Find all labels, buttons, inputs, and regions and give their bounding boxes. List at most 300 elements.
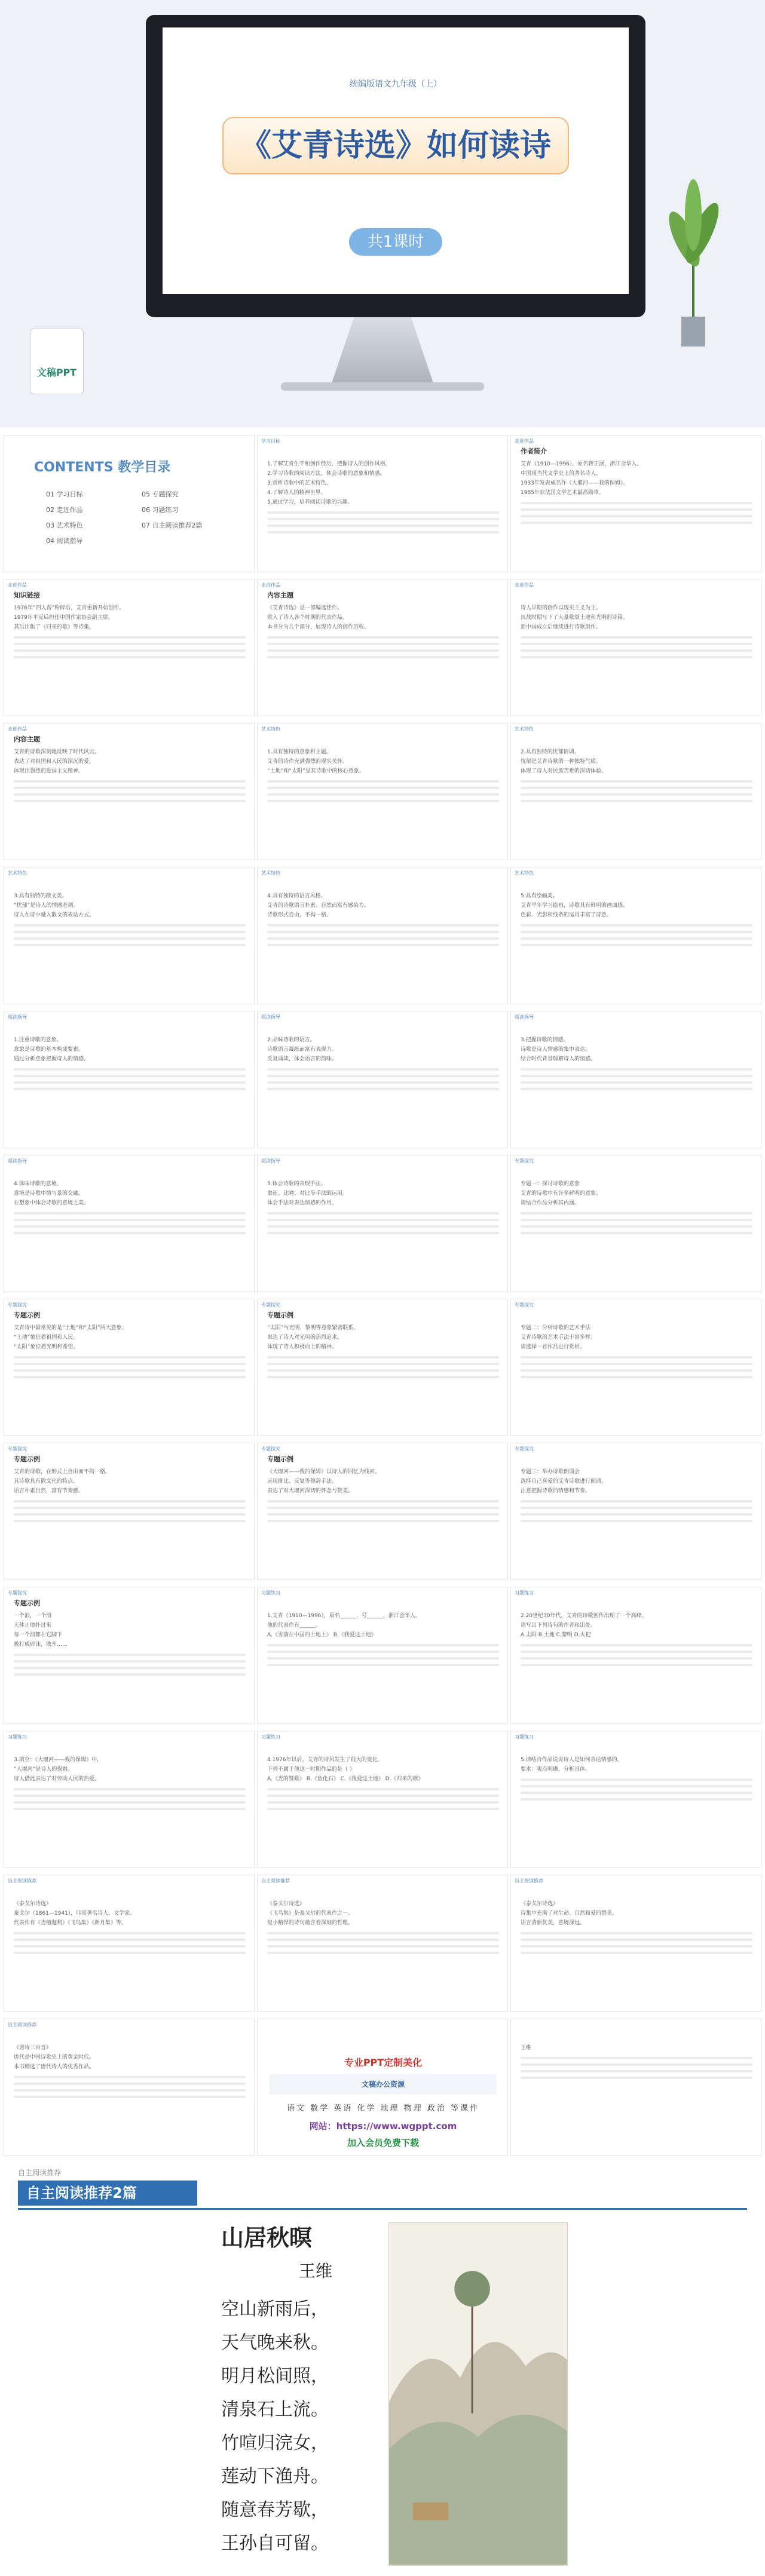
slide-text (267, 1611, 499, 1670)
slide-tag: 走进作品 (8, 726, 27, 732)
slide-text-line: 4.体味诗歌的意境。 (14, 1181, 62, 1187)
slide-tag: 专题探究 (261, 1446, 280, 1452)
slide-text-line: 抗战时期写下了大量歌颂土地和光明的诗篇。 (521, 615, 629, 621)
placeholder-line (267, 1500, 499, 1502)
slide-text-line: 艾青的诗歌，在形式上自由而不拘一格。 (14, 1469, 111, 1475)
placeholder-line (14, 1945, 246, 1948)
slide-text-line: 1979年平反后担任中国作家协会副主席。 (14, 615, 114, 621)
placeholder-line (267, 649, 499, 652)
slide-text-line: 1985年获法国文学艺术最高勋章。 (521, 490, 604, 496)
slide-tag: 自主阅读推荐 (8, 2022, 36, 2028)
slide-text-line: 1976年“四人帮”粉碎后，艾青重新开始创作。 (14, 605, 125, 611)
poem-line: 清泉石上流。 (221, 2399, 329, 2420)
placeholder-line (267, 944, 499, 946)
slide-heading: 内容主题 (267, 591, 293, 599)
slide-text-line: A.《光的赞歌》 B.《鱼化石》 C.《我爱这土地》 D.《归来的歌》 (267, 1776, 424, 1782)
placeholder-line (521, 1075, 752, 1077)
placeholder-line (14, 2096, 246, 2098)
placeholder-line (14, 937, 246, 940)
placeholder-line (521, 1232, 752, 1234)
section-banner: 自主阅读推荐2篇 (18, 2181, 197, 2206)
placeholder-line (267, 511, 499, 514)
promo-website[interactable]: 网站：https://www.wgppt.com (309, 2121, 457, 2132)
placeholder-line (521, 780, 752, 783)
placeholder-line (521, 643, 752, 645)
slide-text (14, 603, 246, 663)
placeholder-line (267, 643, 499, 645)
slide-thumbnail[interactable] (510, 435, 761, 572)
slide-text-line: 诗人借此表达了对劳动人民的热爱。 (14, 1776, 100, 1782)
placeholder-line (521, 1376, 752, 1378)
slide-text (267, 1899, 499, 1958)
slide-text-line: 《艾青诗选》是一部编选佳作。 (267, 605, 343, 611)
slide-heading: 作者简介 (521, 447, 547, 455)
placeholder-line (14, 1939, 246, 1941)
placeholder-line (521, 636, 752, 639)
slide-tag: 专题探究 (515, 1302, 534, 1308)
hero-title: 《艾青诗选》如何读诗 (222, 117, 569, 174)
slide-text-line: 艾青早年学习绘画，诗歌具有鲜明的画面感。 (521, 903, 629, 909)
slide-tag: 自主阅读推荐 (261, 1878, 290, 1884)
slide-text-line: 5.通过学习，培养阅读诗歌的兴趣。 (267, 499, 353, 505)
placeholder-line (521, 1219, 752, 1221)
placeholder-line (267, 1939, 499, 1941)
slide-thumbnail[interactable] (4, 1011, 255, 1148)
poem-line: 空山新雨后， (221, 2299, 329, 2320)
placeholder-line (521, 1792, 752, 1794)
promo-subtitle: 文稿办公资源 (270, 2074, 497, 2094)
toc-item[interactable]: 07 自主阅读推荐2篇 (142, 522, 203, 529)
slide-text (14, 1899, 246, 1958)
slide-heading: 内容主题 (14, 735, 40, 743)
reading-recommendation-slide (0, 2163, 765, 2576)
slide-text (521, 603, 752, 663)
placeholder-line (14, 2089, 246, 2092)
slide-text (521, 1755, 752, 1805)
slide-text-line: 他的代表作有______。 (267, 1623, 322, 1629)
slide-text (267, 1323, 499, 1382)
slide-thumbnail[interactable] (4, 1875, 255, 2012)
placeholder-line (521, 649, 752, 652)
placeholder-line (521, 1939, 752, 1941)
slide-thumbnail[interactable] (510, 1875, 761, 2012)
slide-thumbnail[interactable] (257, 1011, 508, 1148)
slide-heading: 专题示例 (14, 1311, 40, 1319)
placeholder-line (521, 787, 752, 789)
slide-tag: 阅读指导 (261, 1158, 280, 1164)
placeholder-line (14, 2076, 246, 2078)
slide-text-line: 艾青的诗歌语言朴素、自然而富有感染力。 (267, 903, 370, 909)
placeholder-line (14, 1068, 246, 1071)
slide-text-line: 意境是诗歌中情与景的交融。 (14, 1191, 84, 1197)
toc-item[interactable]: 04 阅读指导 (46, 537, 83, 545)
placeholder-line (267, 531, 499, 533)
placeholder-line (521, 1507, 752, 1509)
slide-text-line: 唐代是中国诗歌史上的黄金时代。 (14, 2054, 95, 2060)
placeholder-line (14, 793, 246, 796)
session-pill: 共1课时 (349, 228, 442, 256)
slide-thumbnail[interactable] (257, 1155, 508, 1292)
slide-text-line: 代表作有《吉檀迦利》《飞鸟集》《新月集》等。 (14, 1920, 127, 1926)
placeholder-line (521, 1651, 752, 1653)
placeholder-line (14, 2083, 246, 2085)
placeholder-line (521, 1520, 752, 1522)
toc-item[interactable]: 02 走进作品 (46, 506, 83, 514)
slide-text-line: 《唐诗三百首》 (14, 2045, 52, 2051)
monitor-stand (332, 317, 433, 383)
slide-text-line: 体现出强烈的爱国主义精神。 (14, 768, 84, 774)
placeholder-line (267, 1513, 499, 1516)
slide-tag: 自主阅读推荐 (515, 1878, 543, 1884)
slide-text-line: 专题一：探讨诗歌的意象 (521, 1181, 580, 1187)
placeholder-line (14, 1219, 246, 1221)
poem-line: 王孙自可留。 (221, 2533, 329, 2554)
slide-text-line: 被打成碎沫，散开…… (14, 1642, 68, 1648)
slide-thumbnail[interactable] (257, 435, 508, 572)
placeholder-line (521, 1945, 752, 1948)
slide-tag: 阅读指导 (261, 1014, 280, 1020)
placeholder-line (521, 1932, 752, 1934)
slide-text-line: 王维 (521, 2045, 532, 2051)
placeholder-line (14, 1225, 246, 1228)
slide-tag: 习题练习 (515, 1734, 534, 1740)
slide-text-line: 反复诵读，体会语言的韵味。 (267, 1056, 338, 1062)
slide-heading: 专题示例 (14, 1599, 40, 1607)
slide-text-line: 1.艾青（1910—1996），原名______，号______，浙江金华人。 (267, 1613, 421, 1619)
slide-thumbnail[interactable] (510, 2019, 761, 2156)
placeholder-line (521, 1778, 752, 1781)
slide-text-line: 专题三：举办诗歌朗诵会 (521, 1469, 580, 1475)
slide-text-line: 《大堰河——我的保姆》以诗人的回忆为线索。 (267, 1469, 381, 1475)
slide-text-line: 3.填空：《大堰河——我的保姆》中， (14, 1757, 103, 1763)
placeholder-line (521, 1664, 752, 1666)
slide-thumbnail[interactable] (510, 1443, 761, 1580)
slide-text-line: 4.1976年以后，艾青的诗风发生了很大的变化。 (267, 1757, 383, 1763)
slide-text-line: 象征、比喻、对比等手法的运用。 (267, 1191, 348, 1197)
placeholder-line (521, 515, 752, 517)
slide-text-line: 专题二：分析诗歌的艺术手法 (521, 1325, 591, 1331)
slide-text (267, 891, 499, 950)
placeholder-line (14, 800, 246, 802)
slide-text (14, 891, 246, 950)
slide-thumbnail[interactable] (4, 1299, 255, 1436)
slide-text (267, 1035, 499, 1094)
slide-text-line: 短小精悍的诗句蕴含着深刻的哲理。 (267, 1920, 354, 1926)
poem-line: 随意春芳歇， (221, 2500, 329, 2520)
slide-tag: 专题探究 (515, 1158, 534, 1164)
slide-thumbnail[interactable] (257, 2019, 508, 2156)
placeholder-line (267, 1088, 499, 1090)
slide-text-line: 选择自己喜爱的艾青诗歌进行朗诵。 (521, 1479, 607, 1485)
slide-tag: 艺术特色 (261, 870, 280, 876)
placeholder-line (521, 1500, 752, 1502)
placeholder-line (521, 1644, 752, 1646)
placeholder-line (14, 1520, 246, 1522)
slide-text-line: 表达了诗人对光明的热烈追求。 (267, 1335, 343, 1341)
slide-heading: 知识链接 (14, 591, 40, 599)
slide-text-line: 意象是诗歌的基本构成要素。 (14, 1047, 84, 1053)
placeholder-line (14, 656, 246, 658)
slide-text (14, 1467, 246, 1526)
slide-text-line: 通过分析意象把握诗人的情感。 (14, 1056, 90, 1062)
promo-join[interactable]: 加入会员免费下载 (347, 2138, 419, 2148)
toc-item[interactable]: 05 专题探究 (142, 490, 179, 498)
slide-tag: 艺术特色 (515, 726, 534, 732)
slide-tag: 艺术特色 (8, 870, 27, 876)
slide-text-line: 表达了对大堰河深切的怀念与赞美。 (267, 1488, 354, 1494)
slide-tag: 习题练习 (515, 1590, 534, 1596)
placeholder-line (267, 1232, 499, 1234)
slide-thumbnail[interactable] (4, 1155, 255, 1292)
slide-grid (0, 435, 765, 2163)
slide-thumbnail[interactable] (4, 1443, 255, 1580)
slide-text-line: 体现了诗人积极向上的精神。 (267, 1344, 338, 1350)
toc-item[interactable]: 06 习题练习 (142, 506, 179, 514)
slide-thumbnail[interactable] (4, 1731, 255, 1868)
slide-text-line: “大堰河”是诗人的保姆。 (14, 1767, 74, 1772)
slide-tag: 阅读指导 (515, 1014, 534, 1020)
slide-thumbnail[interactable] (4, 867, 255, 1004)
slide-text-line: 要求：观点明确，分析具体。 (521, 1767, 591, 1772)
placeholder-line (267, 1075, 499, 1077)
slide-text (14, 1611, 246, 1680)
slide-tag: 阅读指导 (8, 1014, 27, 1020)
placeholder-line (267, 937, 499, 940)
calendar-logo: 文稿PPT (30, 329, 84, 394)
slide-text-line: 《飞鸟集》是泰戈尔的代表作之一。 (267, 1910, 354, 1916)
slide-tag: 走进作品 (261, 582, 280, 588)
placeholder-line (14, 780, 246, 783)
placeholder-line (267, 1644, 499, 1646)
slide-tag: 学习目标 (261, 438, 280, 444)
slide-text-line: 1.具有独特的意象和主题。 (267, 749, 332, 755)
slide-text-line: 4.具有独特的语言风格。 (267, 893, 326, 899)
placeholder-line (521, 931, 752, 933)
placeholder-line (14, 1660, 246, 1663)
slide-text-line: 下列不属于他这一时期作品的是（ ） (267, 1767, 355, 1772)
slide-tag: 专题探究 (8, 1446, 27, 1452)
slide-text-line: “太阳”象征着光明和希望。 (14, 1344, 79, 1350)
placeholder-line (267, 1795, 499, 1797)
slide-thumbnail[interactable] (510, 1299, 761, 1436)
slide-thumbnail[interactable] (510, 723, 761, 860)
poem-line: 竹喧归浣女， (221, 2433, 329, 2454)
slide-thumbnail[interactable] (510, 1155, 761, 1292)
slide-tag: 艺术特色 (515, 870, 534, 876)
slide-tag: 习题练习 (261, 1734, 280, 1740)
slide-text-line: 2.20世纪30年代，艾青的诗歌创作出现了一个高峰。 (521, 1613, 647, 1619)
placeholder-line (14, 1932, 246, 1934)
slide-tag: 专题探究 (515, 1446, 534, 1452)
slide-text (14, 1179, 246, 1238)
placeholder-line (14, 924, 246, 927)
slide-thumbnail[interactable] (257, 1587, 508, 1724)
slide-text (14, 1323, 246, 1382)
slide-text (521, 2043, 752, 2083)
slide-thumbnail[interactable] (257, 1875, 508, 2012)
slide-text-line: A.《雪落在中国的土地上》 B.《我爱这土地》 (267, 1632, 377, 1638)
placeholder-line (521, 2077, 752, 2079)
slide-text (521, 459, 752, 528)
placeholder-line (521, 1212, 752, 1215)
placeholder-line (521, 1081, 752, 1084)
placeholder-line (267, 518, 499, 520)
slide-thumbnail[interactable] (257, 723, 508, 860)
plant-icon (663, 167, 723, 346)
placeholder-line (521, 1356, 752, 1358)
slide-thumbnail[interactable] (257, 1443, 508, 1580)
slide-thumbnail[interactable] (4, 435, 255, 572)
placeholder-line (14, 1673, 246, 1676)
placeholder-line (14, 1232, 246, 1234)
slide-text-line: 忧郁是艾青诗歌的一种独特气质。 (521, 759, 602, 765)
placeholder-line (14, 944, 246, 946)
slide-text (521, 1179, 752, 1238)
slide-tag: 阅读指导 (8, 1158, 27, 1164)
slide-text-line: “土地”和“太阳”是其诗歌中的核心意象。 (267, 768, 365, 774)
placeholder-line (14, 1808, 246, 1810)
placeholder-line (267, 1520, 499, 1522)
landscape-painting (388, 2222, 568, 2566)
placeholder-line (267, 1788, 499, 1790)
slide-text (521, 1323, 752, 1382)
slide-text-line: 在想象中体会诗歌的意境之美。 (14, 1200, 90, 1206)
placeholder-line (521, 502, 752, 504)
placeholder-line (267, 787, 499, 789)
placeholder-line (267, 1225, 499, 1228)
placeholder-line (267, 525, 499, 527)
placeholder-line (521, 2070, 752, 2072)
slide-text-line: 语言朴素自然，富有节奏感。 (14, 1488, 84, 1494)
placeholder-line (521, 1363, 752, 1365)
placeholder-line (14, 1376, 246, 1378)
placeholder-line (521, 1952, 752, 1954)
slide-thumbnail[interactable] (4, 723, 255, 860)
placeholder-line (267, 800, 499, 802)
slide-text-line: 本书精选了唐代诗人的优秀作品。 (14, 2064, 95, 2070)
placeholder-line (521, 508, 752, 511)
slide-text (521, 1035, 752, 1094)
slide-text-line: 请结合作品分析其内涵。 (521, 1200, 580, 1206)
slide-thumbnail[interactable] (257, 1299, 508, 1436)
slide-text-line: 表达了对祖国和人民的深沉的爱。 (14, 759, 95, 765)
slide-thumbnail[interactable] (257, 579, 508, 716)
slide-text-line: 体现了诗人对民族苦难的深切体验。 (521, 768, 607, 774)
slide-thumbnail[interactable] (510, 1011, 761, 1148)
slide-text-line: 2.品味诗歌的语言。 (267, 1037, 316, 1043)
slide-text-line: 泰戈尔（1861—1941），印度著名诗人、文学家。 (14, 1910, 136, 1916)
slide-heading: 专题示例 (14, 1455, 40, 1463)
placeholder-line (267, 1952, 499, 1954)
placeholder-line (14, 1801, 246, 1804)
slide-text-line: 诗歌语言凝练而富有表现力。 (267, 1047, 338, 1053)
slide-thumbnail[interactable] (4, 2019, 255, 2156)
placeholder-line (267, 1356, 499, 1358)
slide-text (267, 1179, 499, 1238)
slide-text-line: 诗人早期的创作以现实主义为主。 (521, 605, 602, 611)
hero-subtitle: 统编版语文九年级（上） (350, 79, 442, 89)
placeholder-line (267, 1801, 499, 1804)
poem-title: 山居秋暝 (221, 2224, 313, 2251)
placeholder-line (267, 780, 499, 783)
slide-thumbnail[interactable] (510, 579, 761, 716)
placeholder-line (267, 1651, 499, 1653)
placeholder-line (14, 636, 246, 639)
placeholder-line (14, 1654, 246, 1656)
slide-text (521, 891, 752, 950)
slide-text-line: 收入了诗人各个时期的代表作品。 (267, 615, 348, 621)
slide-text-line: 5.具有绘画美。 (521, 893, 558, 899)
slide-text (267, 1755, 499, 1814)
placeholder-line (267, 1945, 499, 1948)
promo-title: 专业PPT定制美化 (344, 2057, 423, 2068)
slide-thumbnail[interactable] (4, 1587, 255, 1724)
slide-tag: 专题探究 (8, 1590, 27, 1596)
slide-tag: 习题练习 (261, 1590, 280, 1596)
placeholder-line (267, 1664, 499, 1666)
placeholder-line (521, 522, 752, 524)
slide-thumbnail[interactable] (257, 1731, 508, 1868)
slide-text-line: 结合时代背景理解诗人的情感。 (521, 1056, 596, 1062)
placeholder-line (267, 1657, 499, 1660)
slide-text (521, 1467, 752, 1526)
slide-tag: 专题探究 (8, 1302, 27, 1308)
slide-text-line: 2.具有独特的忧郁情调。 (521, 749, 580, 755)
slide-thumbnail[interactable] (257, 867, 508, 1004)
slide-text-line: “太阳”与光明、黎明等意象紧密联系。 (267, 1325, 359, 1331)
slide-text-line: 《泰戈尔诗选》 (14, 1901, 52, 1907)
placeholder-line (14, 1500, 246, 1502)
placeholder-line (267, 636, 499, 639)
slide-text-line: 《泰戈尔诗选》 (267, 1901, 305, 1907)
slide-text-line: 诗集中充满了对生命、自然和爱的赞美。 (521, 1910, 618, 1916)
slide-tag: 专题探究 (261, 1302, 280, 1308)
slide-thumbnail[interactable] (510, 867, 761, 1004)
toc-item[interactable]: 03 艺术特色 (46, 522, 83, 529)
slide-text (14, 1035, 246, 1094)
toc-item[interactable]: 01 学习目标 (46, 490, 83, 498)
placeholder-line (14, 1088, 246, 1090)
slide-text-line: 《泰戈尔诗选》 (521, 1901, 559, 1907)
placeholder-line (521, 1088, 752, 1090)
slide-tag: 走进作品 (515, 582, 534, 588)
slide-text (521, 1611, 752, 1670)
placeholder-line (14, 1363, 246, 1365)
slide-text (267, 1467, 499, 1526)
slide-thumbnail[interactable] (4, 579, 255, 716)
placeholder-line (14, 649, 246, 652)
placeholder-line (267, 1808, 499, 1810)
slide-text (521, 747, 752, 806)
slide-text-line: 中国现当代文学史上的著名诗人。 (521, 471, 602, 477)
slide-text (521, 1899, 752, 1958)
slide-tag: 习题练习 (8, 1734, 27, 1740)
slide-text (14, 1755, 246, 1814)
placeholder-line (267, 1068, 499, 1071)
slide-thumbnail[interactable] (510, 1731, 761, 1868)
placeholder-line (521, 793, 752, 796)
slide-thumbnail[interactable] (510, 1587, 761, 1724)
slide-text-line: “忧郁”是诗人的情感基调。 (14, 903, 79, 909)
slide-text-line: 请写出下列诗句的作者和出处。 (521, 1623, 596, 1629)
slide-heading: 专题示例 (267, 1455, 293, 1463)
placeholder-line (521, 1785, 752, 1787)
slide-tag: 走进作品 (8, 582, 27, 588)
slide-text-line: 本书分为几个部分，展现诗人的创作历程。 (267, 624, 370, 630)
slide-text-line: 新中国成立后继续进行诗歌创作。 (521, 624, 602, 630)
slide-text-line: 请选择一首作品进行赏析。 (521, 1344, 586, 1350)
slide-text (267, 747, 499, 806)
